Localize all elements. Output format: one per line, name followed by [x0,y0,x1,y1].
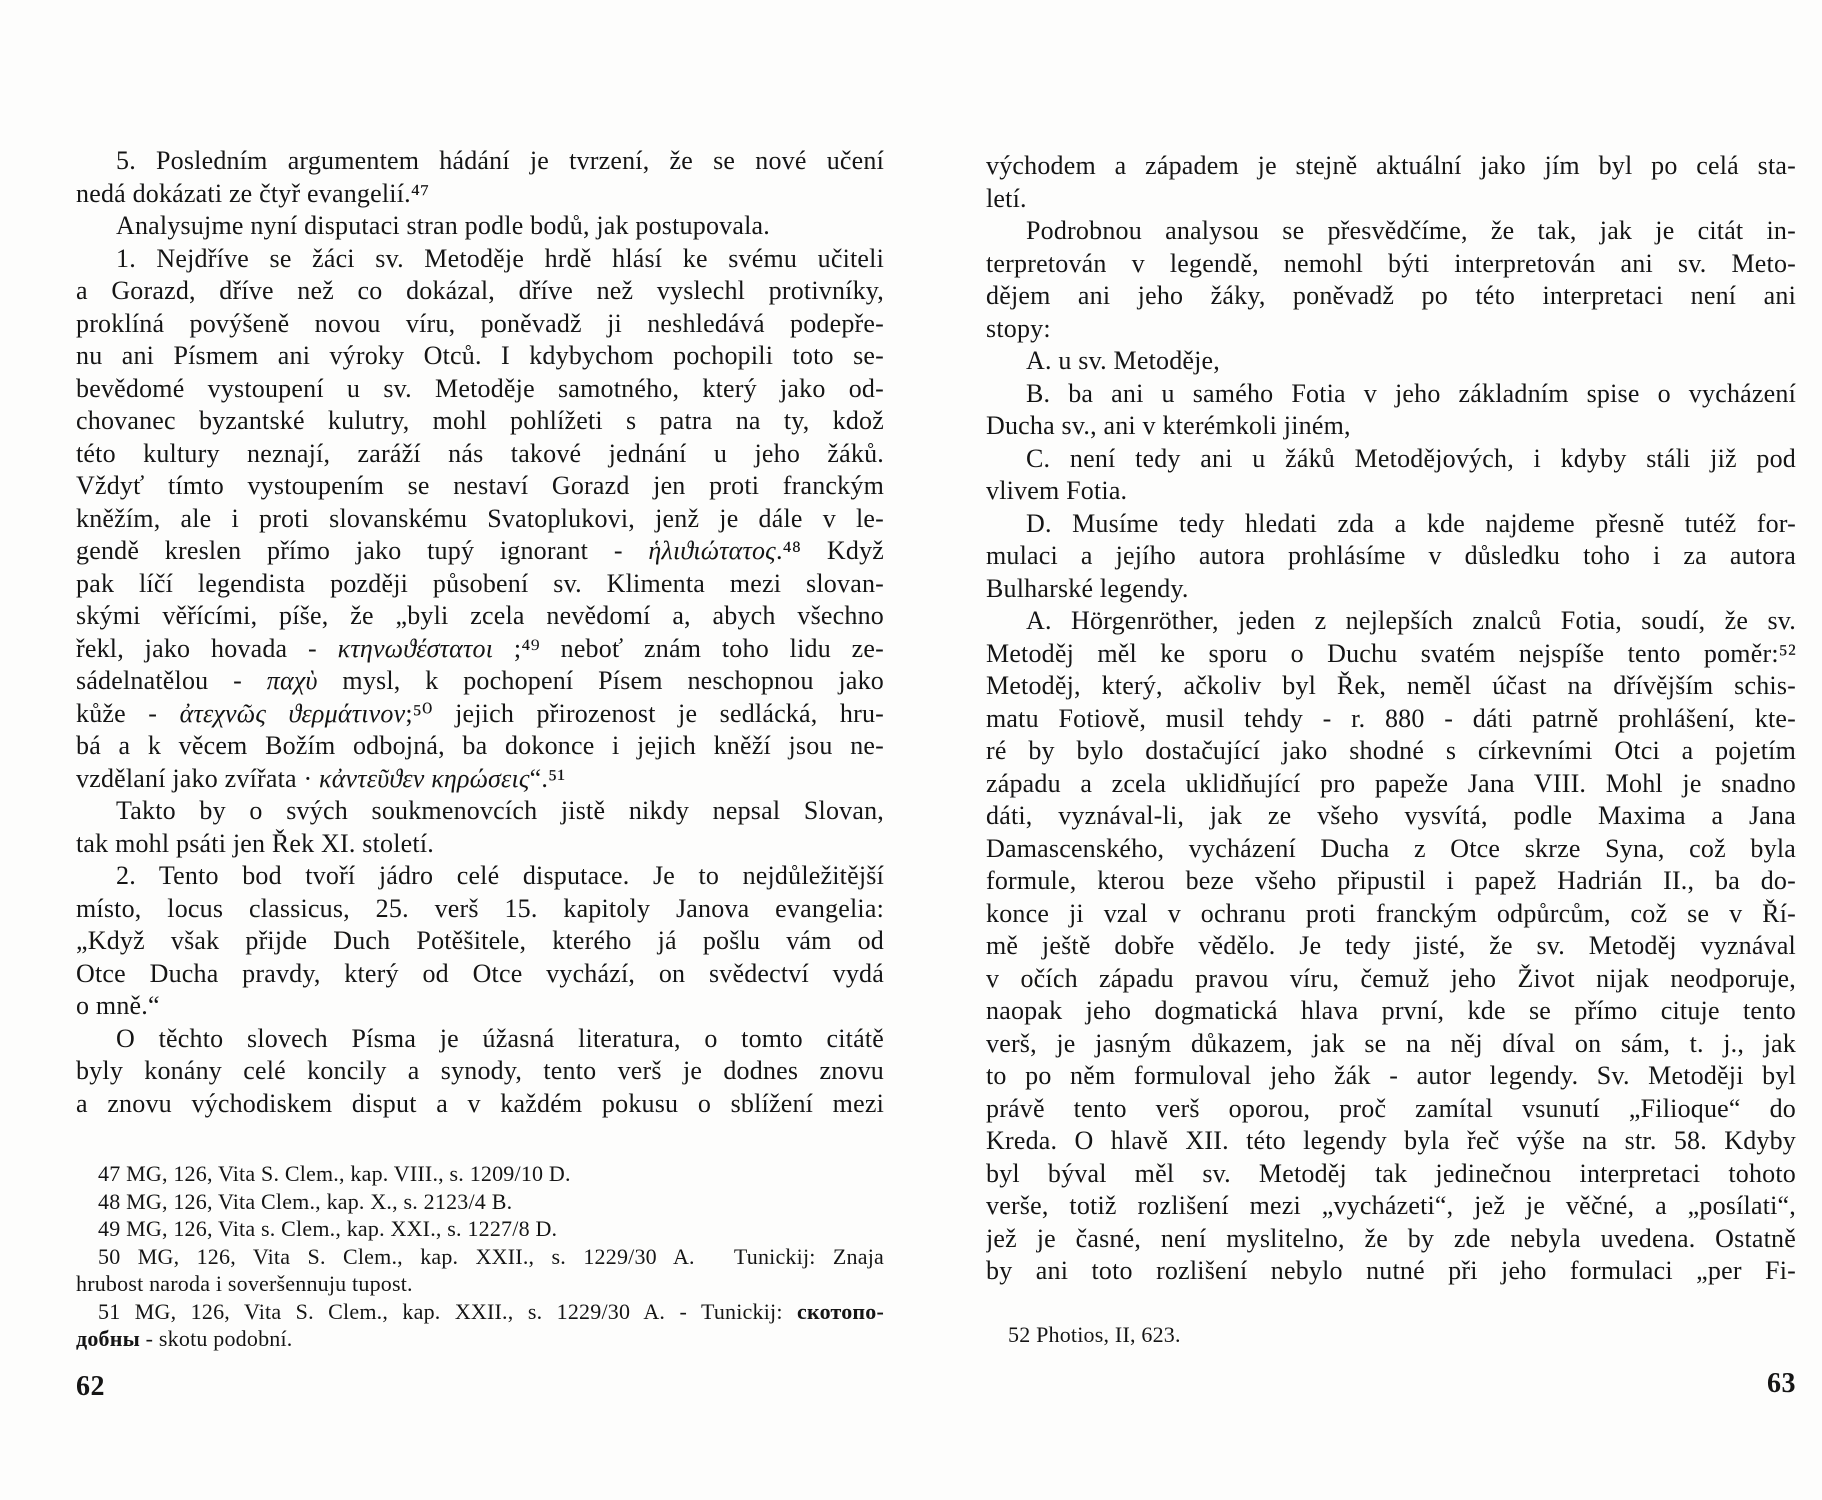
text-segment: gendě kreslen přímo jako tupý ignorant - [76,536,649,565]
paragraph [76,1215,884,1243]
paragraph [76,1188,884,1216]
text-segment: kůže - [76,698,180,728]
text-line: kněžím, ale i proti slovanskému Svatoplukovi, jenž je dále v le- [76,503,884,533]
text-line: o mně.“ [76,991,160,1020]
text-line [76,665,884,698]
text-line: to po něm formuloval jeho žák - autor legendy. Sv. Metoději byl [986,1061,1796,1090]
page-left-body [76,145,884,1120]
page-right-body [986,150,1796,1288]
paragraph [986,605,1796,1288]
text-line: 1. Nejdříve se žáci sv. Metoděje hrdě hlásí ke svému učiteli [116,243,884,273]
greek-phrase: κἀντεῦϑεν κηρώσεις [319,763,530,793]
paragraph [76,243,884,796]
text-segment: vzdělaní jako zvířata · [76,763,320,793]
text-line: dáti, vyznával-li, jak ze všeho vysvítá, podle Maxima a Jana [986,801,1796,830]
cyrillic-phrase: скотопо- [797,1298,884,1324]
text-line: východem a západem je stejně aktuální jako jím byl po celá sta- [986,151,1796,180]
text-line: jež je časné, není myslitelno, že by zde nebyla uvedena. Ostatně [986,1223,1796,1253]
text-line: terpretován v legendě, nemohl býti interpretován ani sv. Meto- [986,248,1796,278]
text-line: mulaci a jejího autora prohlásíme v důsledku toho i za autora [986,541,1796,570]
text-line: C. není tedy ani u žáků Metodějových, i kdyby stáli již pod [1026,443,1796,473]
paragraph [76,210,884,243]
text-line: místo, locus classicus, 25. verš 15. kapitoly Janova evangelia: [76,893,884,923]
text-line [76,698,884,731]
text-line: B. ba ani u samého Fotia v jeho základním spise o vycházení [1026,378,1796,408]
text-segment: řekl, jako hovada - [76,633,338,663]
text-segment: ;⁵⁰ jejich přirozenost je sedlácká, hru- [405,698,884,728]
text-line: Metoděj měl ke sporu o Duchu svatém nejspíše tento poměr:⁵² [986,638,1796,668]
page-left [76,145,884,1403]
text-line: 50 MG, 126, Vita S. Clem., kap. XXII., s. 1229/30 A. Tunickij: Znaja [98,1243,884,1269]
text-line: 5. Posledním argumentem hádání je tvrzení, že se nové učení [116,146,884,175]
text-line: O těchto slovech Písma je úžasná literatura, o tomto citátě [116,1023,884,1053]
text-line [76,633,884,666]
greek-phrase: ἀτεχνῶς ϑερμάτινον [179,698,406,728]
text-line: 52 Photios, II, 623. [1008,1321,1181,1347]
text-line: 48 MG, 126, Vita Clem., kap. X., s. 2123/4 B. [98,1188,513,1214]
page-left-footnotes [76,1160,884,1353]
text-line: stopy: [986,313,1051,343]
text-line: tak mohl psáti jen Řek XI. století. [76,828,434,858]
text-line: konce ji vzal v ochranu proti franckým odpůrcům, což se v Ří- [986,898,1796,928]
text-segment: “.⁵¹ [529,763,566,793]
text-line: skými věřícími, píše, že „byli zcela nevědomí a, abych všechno [76,601,884,630]
paragraph [986,215,1796,345]
text-line: Vždyť tímto vystoupením se nestaví Gorazd jen proti franckým [76,471,884,500]
text-line: D. Musíme tedy hledati zda a kde najdeme přesně tutéž for- [1026,508,1796,538]
text-line: proklíná povýšeně novou víru, poněvadž ji neshledává podepře- [76,308,884,338]
greek-phrase: παχὺ [266,666,318,695]
text-line: v očích západu pravou víru, čemuž jeho Život nijak neodporuje, [986,963,1796,993]
text-line: letí. [986,183,1027,213]
paragraph [76,860,884,1023]
text-line: ré by bylo dostačující jako shodné s církevními Otci a pojetím [986,736,1796,765]
text-line: A. u sv. Metoděje, [1026,346,1220,375]
paragraph [986,345,1796,378]
text-segment: .⁴⁸ Když [775,536,884,565]
greek-phrase: ἡλιϑιώτατος [648,536,776,565]
text-line: verš, je jasným důkazem, jak se na něj díval on sám, t. j., jak [986,1028,1796,1058]
text-line: Damascenského, vycházení Ducha z Otce skrze Syna, což byla [986,833,1796,863]
text-line: nu ani Písmem ani výroky Otců. I kdybychom pochopili toto se- [76,341,884,370]
text-line: A. Hörgenröther, jeden z nejlepších znalců Fotia, soudí, že sv. [1026,606,1796,635]
text-line: Kreda. O hlavě XII. této legendy byla řeč výše na str. 58. Kdyby [986,1126,1796,1155]
paragraph [986,508,1796,606]
text-line: Podrobnou analysou se přesvědčíme, že tak, jak je citát in- [1026,216,1796,245]
text-segment: sádelnatělou - [76,666,267,695]
paragraph [76,795,884,860]
text-line: vlivem Fotia. [986,476,1128,505]
text-line: západu a zcela uklidňující pro papeže Jana VIII. Mohl je snadno [986,768,1796,798]
text-line: byly konány celé koncily a synody, tento verš je dodnes znovu [76,1056,884,1085]
paragraph [76,1298,884,1353]
text-segment: ;⁴⁹ neboť znám toho lidu ze- [493,633,884,663]
text-line: právě tento verš oporou, proč zamítal vsunutí „Filioque“ do [986,1093,1796,1123]
text-line: Ducha sv., ani v kterémkoli jiném, [986,411,1351,440]
text-line: Metoděj, který, ačkoliv byl Řek, neměl účast na dřívějším schis- [986,671,1796,700]
paragraph [76,1160,884,1188]
text-line: nedá dokázati ze čtyř evangelií.⁴⁷ [76,178,430,208]
text-line: Analysujme nyní disputaci stran podle bodů, jak postupovala. [116,211,770,240]
text-line: verše, totiž rozlišení mezi „vycházeti“, jež je věčné, a „posílati“, [986,1191,1796,1220]
paragraph [76,145,884,210]
text-line: mě ještě dobře vědělo. Je tedy jisté, že sv. Metoděj vyznával [986,931,1796,960]
text-line: hrubost naroda i soveršennuju tupost. [76,1271,413,1296]
paragraph [986,150,1796,215]
text-line: 47 MG, 126, Vita S. Clem., kap. VIII., s. 1209/10 D. [98,1161,571,1186]
paragraph [986,378,1796,443]
paragraph [986,443,1796,508]
text-line: pak líčí legendista později působení sv. Klimenta mezi slovan- [76,568,884,598]
text-segment: 51 MG, 126, Vita S. Clem., kap. XXII., s. 1229/30 A. - Tunickij: [98,1298,798,1324]
text-line: této kultury neznají, zaráží nás takové jednání u jeho žáků. [76,438,884,468]
text-line: formule, kterou beze všeho připustil i papež Hadrián II., ba do- [986,866,1796,895]
text-line: Otce Ducha pravdy, který od Otce vychází, on svědectví vydá [76,958,884,988]
paragraph [76,1023,884,1121]
text-line [76,763,884,796]
page-number-right: 63 [1767,1368,1796,1399]
text-line: byl býval měl sv. Metoděj tak jedinečnou interpretaci tohoto [986,1158,1796,1188]
page-number-left: 62 [76,1370,105,1402]
text-line [76,1298,884,1326]
text-line [76,1325,884,1353]
cyrillic-phrase: добны [76,1326,140,1351]
paragraph [76,1243,884,1298]
text-line [76,535,884,568]
greek-phrase: κτηνωϑέστατοι [337,633,494,663]
page-right [986,150,1796,1400]
text-line: bevědomé vystoupení u sv. Metoděje samotného, který jako od- [76,373,884,403]
text-line: a znovu východiskem disput a v každém pokusu o sblížení mezi [76,1088,884,1118]
text-segment: mysl, k pochopení Písem neschopnou jako [317,666,884,695]
text-segment: - skotu podobní. [139,1326,293,1351]
text-line: naopak jeho dogmatická hlava první, kde se přímo cituje tento [986,996,1796,1025]
text-line: dějem ani jeho žáky, poněvadž po této interpretaci není ani [986,281,1796,310]
paragraph [986,1321,1796,1349]
text-line: 2. Tento bod tvoří jádro celé disputace. Je to nejdůležitější [116,861,884,890]
text-line: chovanec byzantské kulutry, mohl pohlížeti s patra na ty, kdož [76,406,884,435]
text-line: a Gorazd, dříve než co dokázal, dříve než vyslechl protivníky, [76,276,884,305]
text-line: „Když však přijde Duch Potěšitele, kterého já pošlu vám od [76,926,884,955]
text-line: Bulharské legendy. [986,573,1189,603]
text-line: bá a k věcem Božím odbojná, ba dokonce i jejich kněží jsou ne- [76,731,884,760]
text-line: by ani toto rozlišení nebylo nutné při jeho formulaci „per Fi- [986,1256,1796,1285]
text-line: matu Fotiově, musil tehdy - r. 880 - dáti patrně prohlášení, kte- [986,703,1796,733]
text-line: 49 MG, 126, Vita s. Clem., kap. XXI., s. 1227/8 D. [98,1216,558,1241]
text-line: Takto by o svých soukmenovcích jistě nikdy nepsal Slovan, [116,796,884,825]
page-right-footnotes [986,1321,1796,1349]
